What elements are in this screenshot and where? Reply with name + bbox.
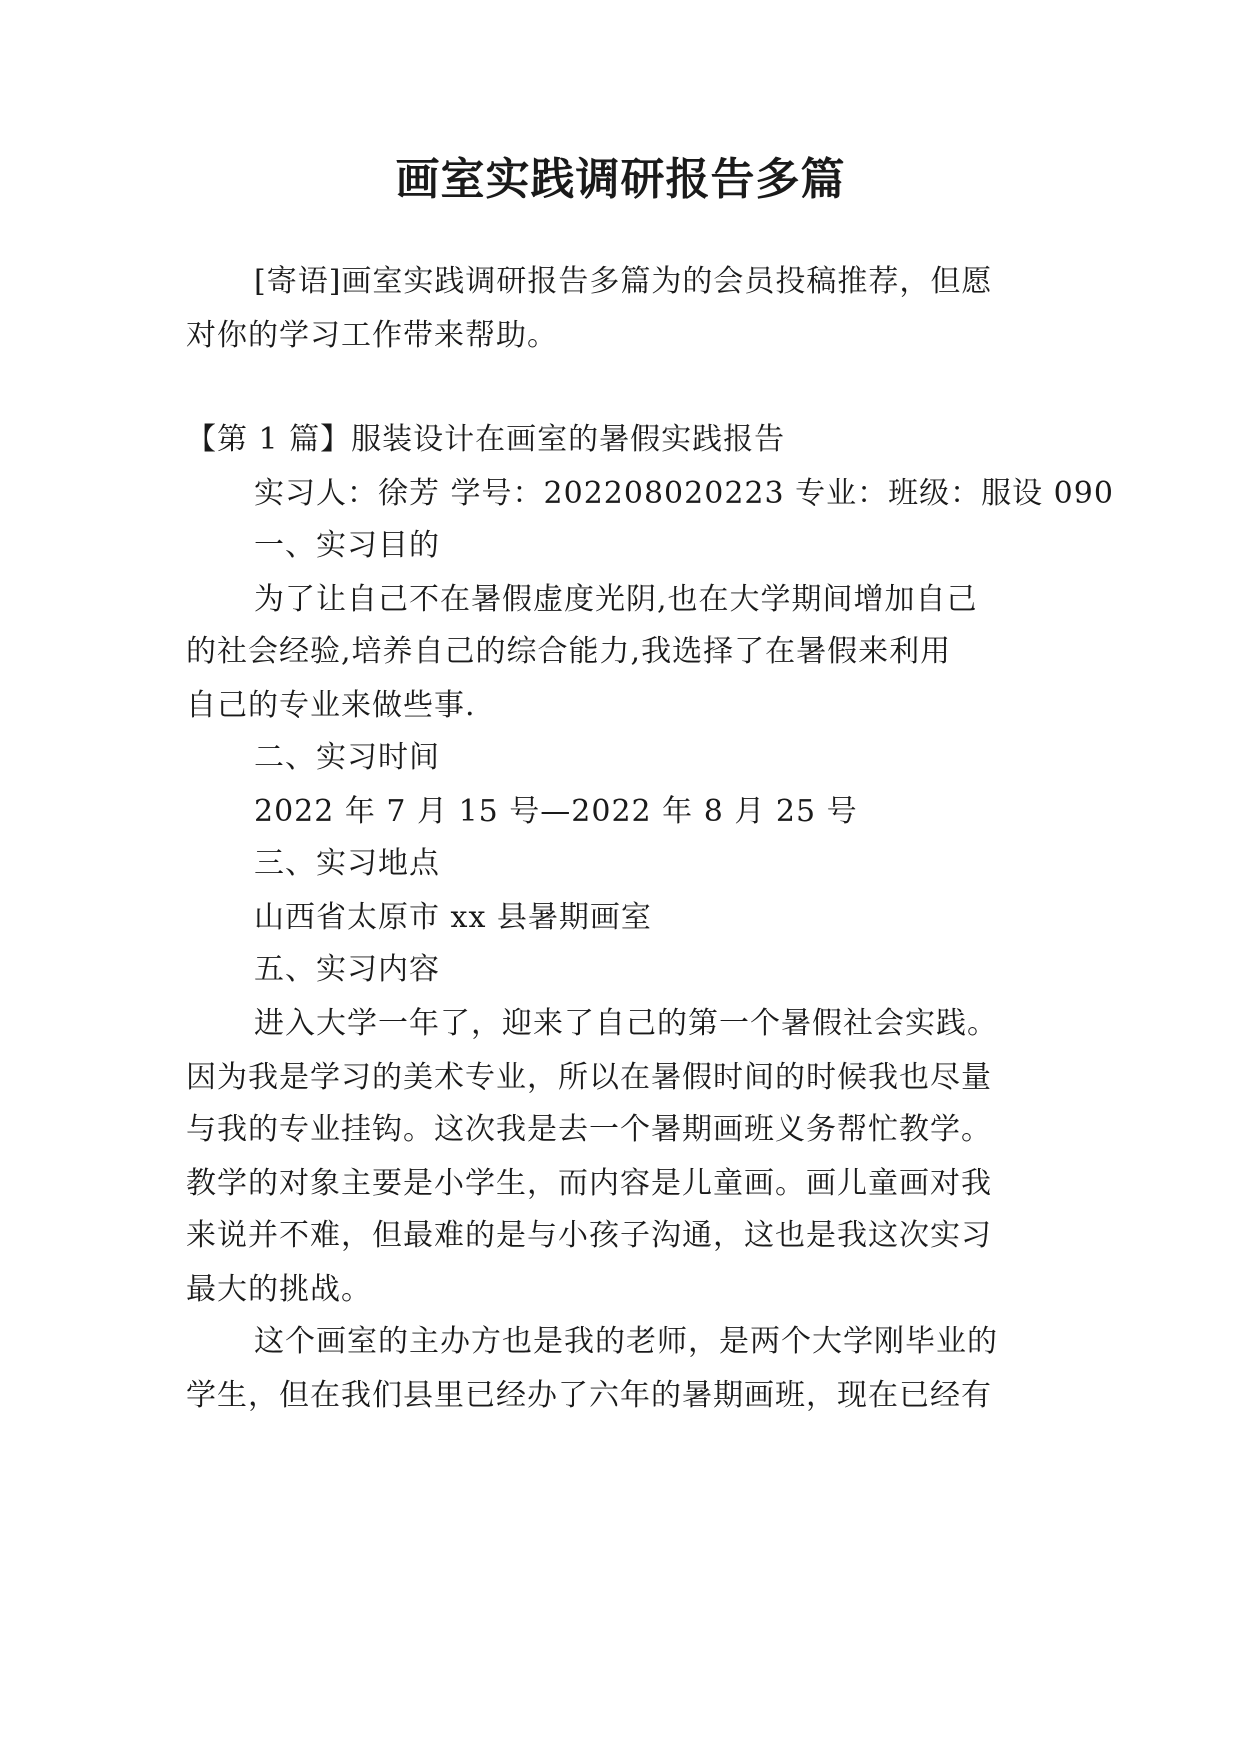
purpose-line-1: 为了让自己不在暑假虚度光阴,也在大学期间增加自己 (254, 582, 978, 617)
content-p1-line-4: 教学的对象主要是小学生，而内容是儿童画。画儿童画对我 (186, 1166, 992, 1201)
purpose-line-3: 自己的专业来做些事. (186, 688, 476, 723)
content-p2-line-1: 这个画室的主办方也是我的老师，是两个大学刚毕业的 (254, 1324, 998, 1359)
purpose-line-2: 的社会经验,培养自己的综合能力,我选择了在暑假来利用 (186, 634, 952, 669)
content-p1-line-1: 进入大学一年了，迎来了自己的第一个暑假社会实践。 (254, 1006, 998, 1041)
section-purpose-title: 一、实习目的 (254, 528, 440, 563)
intro-line-2: 对你的学习工作带来帮助。 (186, 318, 558, 353)
time-value: 2022 年 7 月 15 号—2022 年 8 月 25 号 (254, 794, 858, 829)
content-p1-line-6: 最大的挑战。 (186, 1272, 372, 1307)
section-location-title: 三、实习地点 (254, 846, 440, 881)
intro-line-1: [寄语]画室实践调研报告多篇为的会员投稿推荐，但愿 (254, 264, 993, 299)
document-title: 画室实践调研报告多篇 (395, 154, 846, 205)
intern-info: 实习人：徐芳 学号：202208020223 专业：班级：服设 090 (254, 476, 1114, 511)
section-time-title: 二、实习时间 (254, 740, 440, 775)
content-p1-line-3: 与我的专业挂钩。这次我是去一个暑期画班义务帮忙教学。 (186, 1112, 992, 1147)
location-value: 山西省太原市 xx 县暑期画室 (254, 900, 652, 935)
section-content-title: 五、实习内容 (254, 952, 440, 987)
content-p1-line-5: 来说并不难，但最难的是与小孩子沟通，这也是我这次实习 (186, 1218, 992, 1253)
content-p1-line-2: 因为我是学习的美术专业，所以在暑假时间的时候我也尽量 (186, 1060, 992, 1095)
content-p2-line-2: 学生，但在我们县里已经办了六年的暑期画班，现在已经有 (186, 1378, 992, 1413)
article-heading: 【第 1 篇】服装设计在画室的暑假实践报告 (186, 422, 786, 457)
